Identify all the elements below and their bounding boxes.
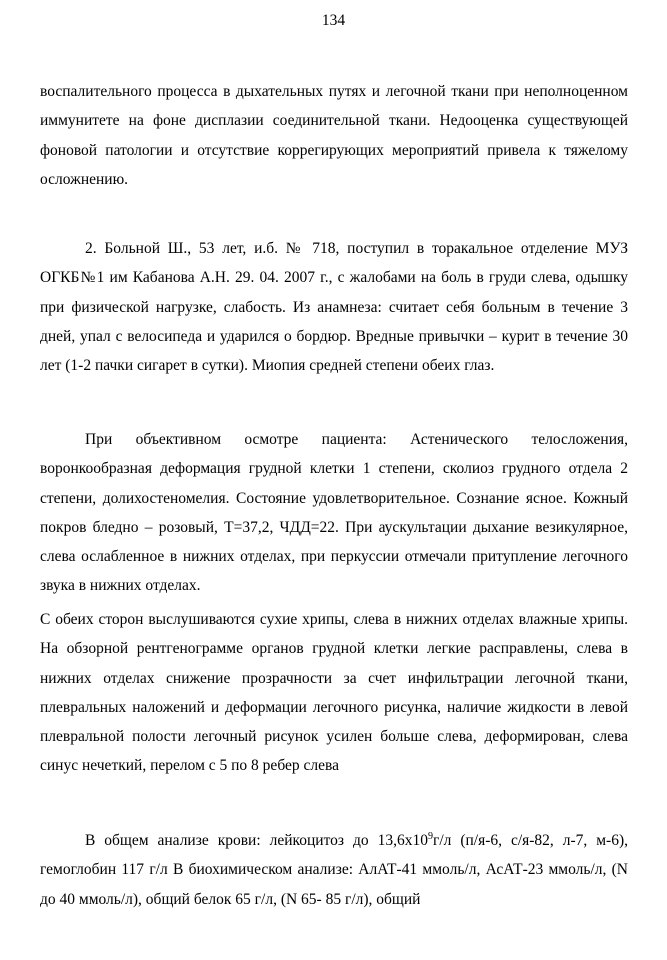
page-number: 134 xyxy=(321,12,346,29)
paragraph-blood-analysis xyxy=(40,826,628,914)
blood-analysis-text-start: В общем анализе крови: лейкоцитоз до 13,6х10 xyxy=(85,832,428,849)
paragraph-objective-exam: При объективном осмотре пациента: Астенического телосложения, воронкообразная деформация грудной клетки 1 степени, сколиоз грудного отдела 2 степени, долихостеномелия. Состояние удовлетворительное. Сознание ясное. Кожный покров бледно – розовый, Т=37,2, ЧДД=22. При аускультации дыхание везикулярное, слева ослабленное в нижних отделах, при перкуссии отмечали притупление легочного звука в нижних отделах. xyxy=(40,431,628,595)
paragraph-auscultation-xray: С обеих сторон выслушиваются сухие хрипы, слева в нижних отделах влажные хрипы. На обзорной рентгенограмме органов грудной клетки легкие расправлены, слева в нижних отделах снижение прозрачности за счет инфильтрации легочной ткани, плевральных наложений и деформации легочного рисунка, наличие жидкости в левой плевральной полости легочный рисунок усилен больше слева, деформирован, слева синус нечеткий, перелом с 5 по 8 ребер слева xyxy=(40,611,628,775)
exponent-superscript: 9 xyxy=(427,830,433,842)
paragraph-case-conclusion: воспалительного процесса в дыхательных путях и легочной ткани при неполноценном иммунитете на фоне дисплазии соединительной ткани. Недооценка существующей фоновой патологии и отсутствие коррегирующих мероприятий привела к тяжелому осложнению. xyxy=(40,83,628,188)
blood-analysis-text-rest: г/л (п/я-6, с/я-82, л-7, м-6), гемоглобин 117 г/л В биохимическом анализе: АлАТ-41 ммоль/л, АсАТ-23 ммоль/л, (N до 40 ммоль/л), общий белок 65 г/л, (N 65- 85 г/л), общий xyxy=(40,832,629,908)
paragraph-case-2-history: 2. Больной Ш., 53 лет, и.б. № 718, поступил в торакальное отделение МУЗ ОГКБ№1 им Кабанова А.Н. 29. 04. 2007 г., с жалобами на боль в груди слева, одышку при физической нагрузке, слабость. Из анамнеза: считает себя больным в течение 3 дней, упал с велосипеда и ударился о бордюр. Вредные привычки – курит в течение 30 лет (1-2 пачки сигарет в сутки). Миопия средней степени обеих глаз. xyxy=(40,240,628,375)
